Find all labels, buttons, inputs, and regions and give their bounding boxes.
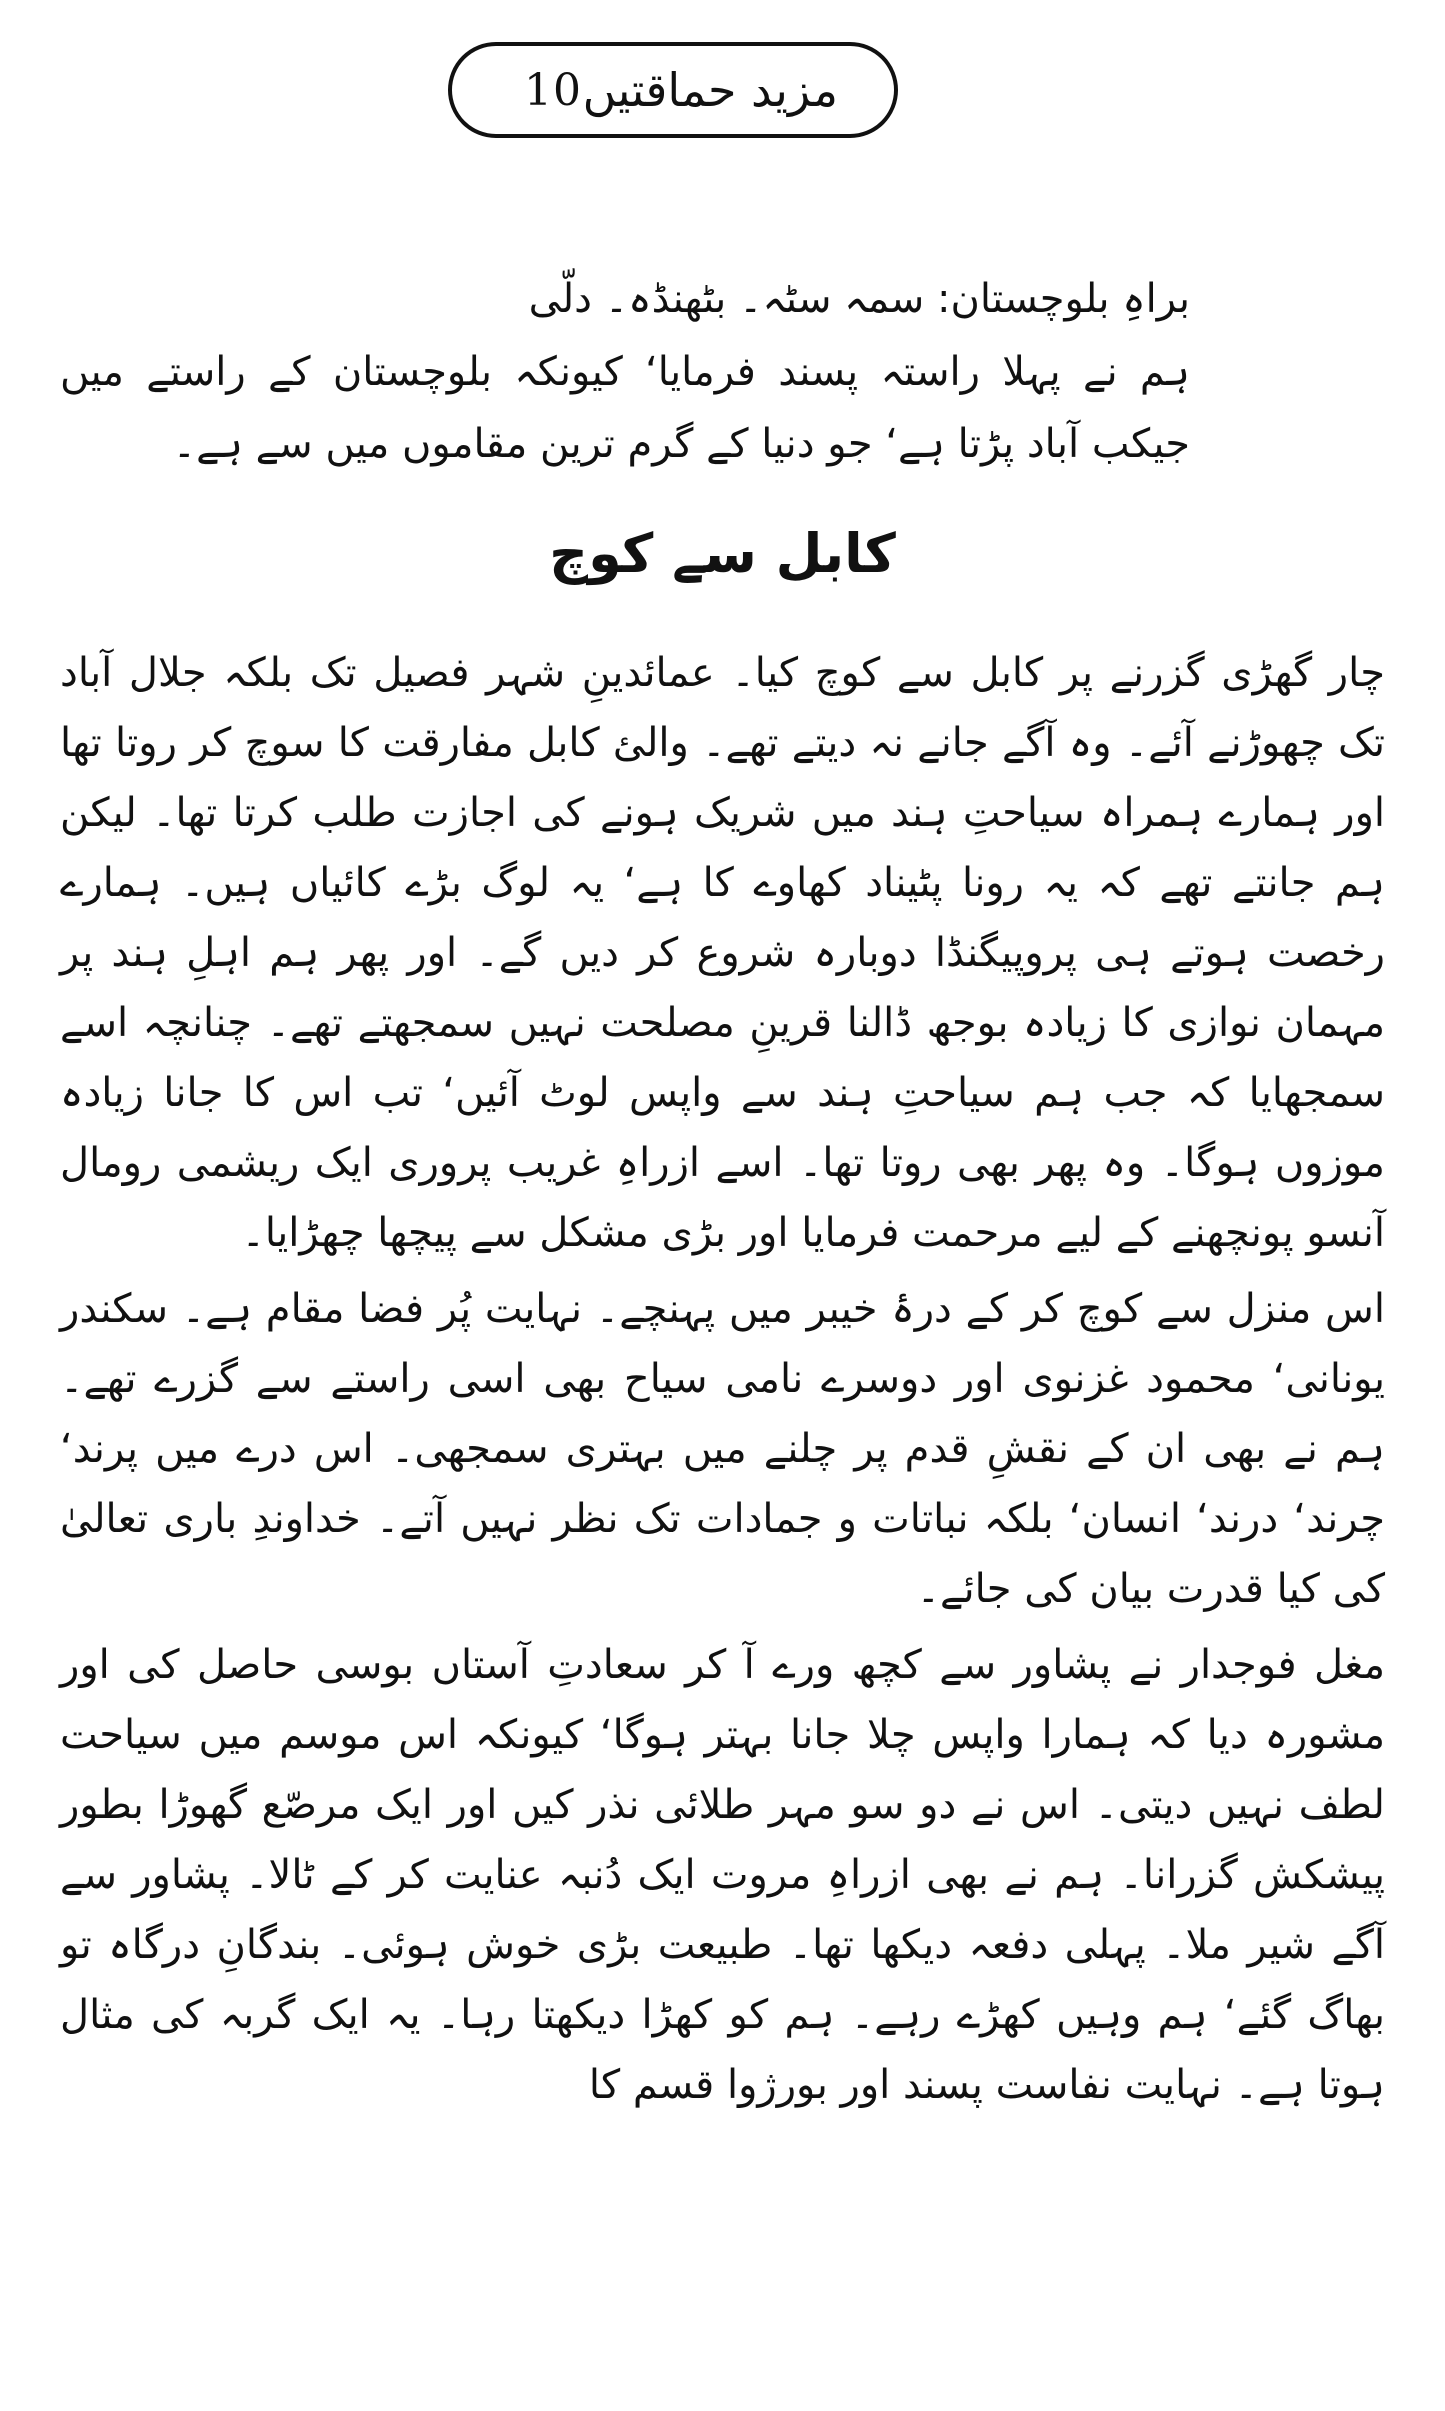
- body-paragraph: مغل فوجدار نے پشاور سے کچھ ورے آ کر سعادتِ آستاں بوسی حاصل کی اور مشورہ دیا کہ ہمارا واپس چلا جانا بہتر ہوگا‘ کیونکہ اس موسم میں سیاحت لطف نہیں دیتی۔ اس نے دو سو مہر طلائی نذر کیں اور ایک مرصّع گھوڑا بطور پیشکش گزرانا۔ ہم نے بھی ازراہِ مروت ایک دُنبہ عنایت کر کے ٹالا۔ پشاور سے آگے شیر ملا۔ پہلی دفعہ دیکھا تھا۔ طبیعت بڑی خوش ہوئی۔ بندگانِ درگاہ تو بھاگ گئے‘ ہم وہیں کھڑے رہے۔ ہم کو کھڑا دیکھتا رہا۔ یہ ایک گربہ کی مثال ہوتا ہے۔ نہایت نفاست پسند اور بورژوا قسم کا: [60, 1642, 1386, 2108]
- body-paragraph: چار گھڑی گزرنے پر کابل سے کوچ کیا۔ عمائدینِ شہر فصیل تک بلکہ جلال آباد تک چھوڑنے آئے۔ وہ آگے جانے نہ دیتے تھے۔ والئ کابل مفارقت کا سوچ کر روتا تھا اور ہمارے ہمراہ سیاحتِ ہند میں شریک ہونے کی اجازت طلب کرتا تھا۔ لیکن ہم جانتے تھے کہ یہ رونا پٹیناد کھاوے کا ہے‘ یہ لوگ بڑے کائیاں ہیں۔ ہمارے رخصت ہوتے ہی پروپیگنڈا دوبارہ شروع کر دیں گے۔ اور پھر ہم اہلِ ہند پر مہمان نوازی کا زیادہ بوجھ ڈالنا قرینِ مصلحت نہیں سمجھتے تھے۔ چنانچہ اسے سمجھایا کہ جب ہم سیاحتِ ہند سے واپس لوٹ آئیں‘ تب اس کا جانا زیادہ موزوں ہوگا۔ وہ پھر بھی روتا تھا۔ اسے ازراہِ غریب پروری ایک ریشمی رومال آنسو پونچھنے کے لیے مرحمت فرمایا اور بڑی مشکل سے پیچھا چھڑایا۔: [60, 650, 1385, 1256]
- section-heading: کابل سے کوچ: [549, 522, 896, 585]
- page-body: [60, 200, 1385, 2120]
- book-title: مزید حماقتیں: [582, 63, 838, 117]
- route-line: براہِ بلوچستان: سمہ سٹہ۔ بٹھنڈہ۔ دلّی: [528, 276, 1190, 322]
- page-header-frame: [448, 42, 898, 138]
- page-number: 10: [524, 64, 582, 116]
- body-paragraph: اس منزل سے کوچ کر کے درۂ خیبر میں پہنچے۔ نہایت پُر فضا مقام ہے۔ سکندر یونانی‘ محمود غزنوی اور دوسرے نامی سیاح بھی اسی راستے سے گزرے تھے۔ ہم نے بھی ان کے نقشِ قدم پر چلنے میں بہتری سمجھی۔ اس درے میں پرند‘ چرند‘ درند‘ انسان‘ بلکہ نباتات و جمادات تک نظر نہیں آتے۔ خداوندِ باری تعالیٰ کی کیا قدرت بیان کی جائے۔: [60, 1286, 1385, 1612]
- intro-paragraph: ہم نے پہلا راستہ پسند فرمایا‘ کیونکہ بلوچستان کے راستے میں جیکب آباد پڑتا ہے‘ جو دنیا کے گرم ترین مقاموں میں سے ہے۔: [60, 349, 1190, 467]
